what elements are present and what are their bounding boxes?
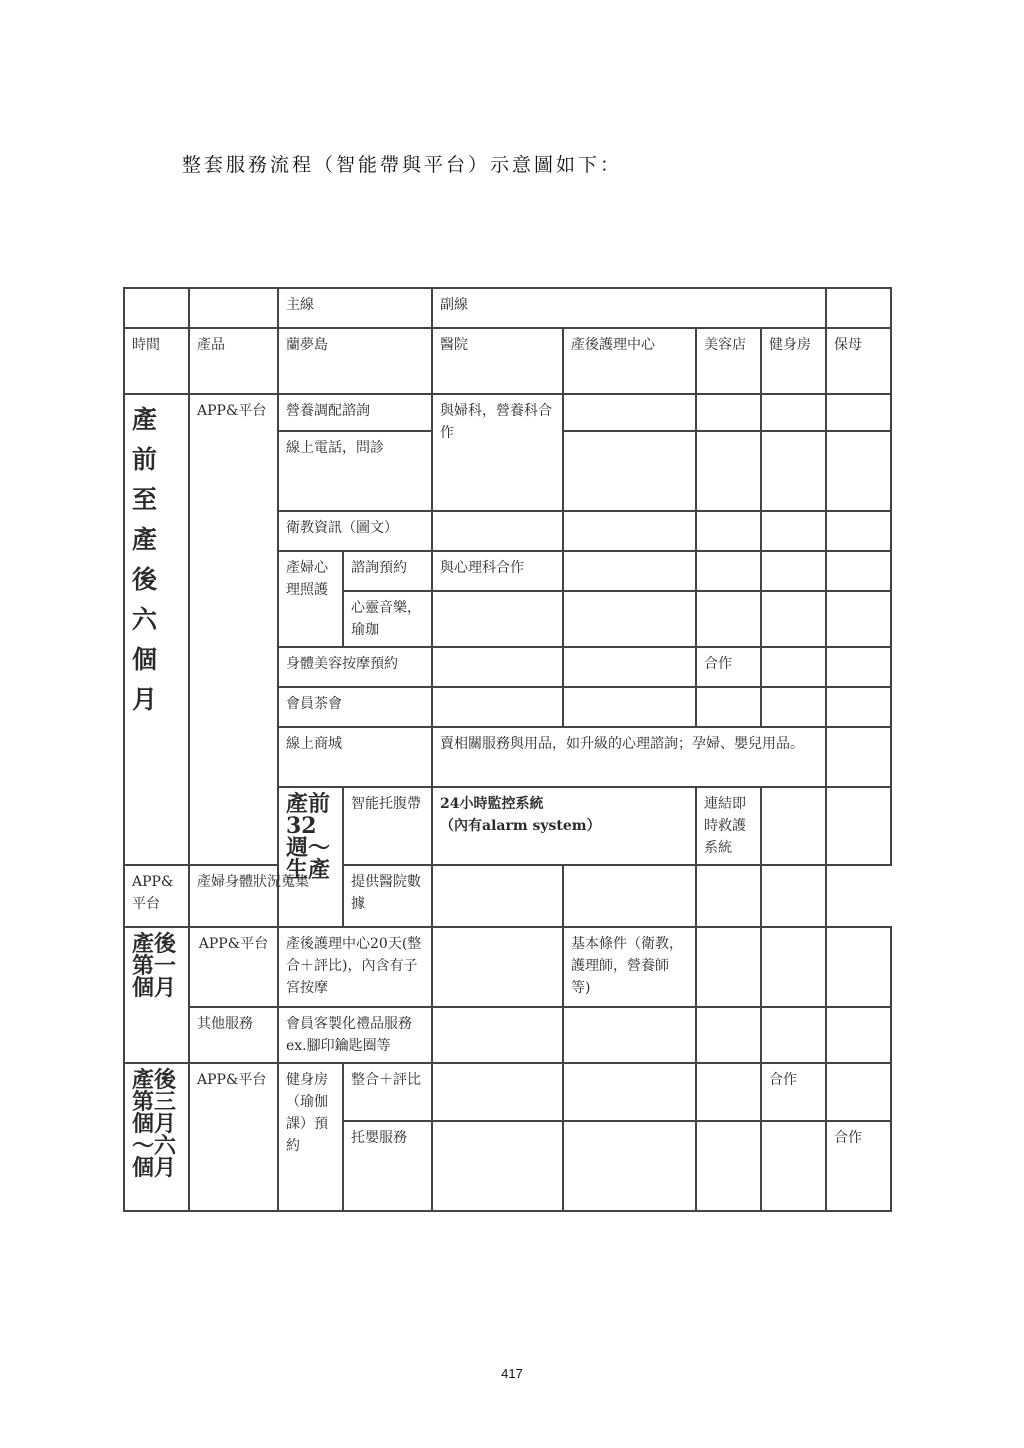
- product-app-platform-4: APP&平台: [189, 1063, 278, 1211]
- period-32weeks-to-birth: 產前32週～生產: [278, 787, 343, 927]
- product-app-platform-3: APP&平台: [189, 927, 278, 1007]
- page-number: 417: [501, 1366, 523, 1381]
- nutrition-consult: 營養調配諮詢: [278, 394, 432, 431]
- monitoring-system-alarm: （內有alarm system）: [440, 818, 601, 834]
- col-main: 蘭夢島: [278, 328, 432, 394]
- online-phone-consult: 線上電話，問診: [278, 431, 432, 511]
- music-yoga: 心靈音樂，瑜珈: [343, 591, 432, 647]
- service-flow-table: [123, 287, 892, 1212]
- basic-conditions: 基本條件（衛教，護理師，營養師等): [563, 927, 696, 1007]
- period-third-to-sixth-month: 產後第三個月～六個月: [124, 1063, 189, 1211]
- gym-yoga-booking: 健身房（瑜伽課）預約: [278, 1063, 343, 1211]
- product-app-platform-2: APP&平台: [124, 865, 189, 927]
- other-services: 其他服務: [189, 1007, 278, 1063]
- product-app-platform: APP&平台: [189, 394, 278, 865]
- babysitting-service: 托嬰服務: [343, 1121, 432, 1211]
- nanny-coop: 合作: [826, 1121, 891, 1211]
- col-time: 時間: [124, 328, 189, 394]
- header-empty-product: [189, 288, 278, 328]
- header-empty-time: [124, 288, 189, 328]
- health-education-info: 衛教資訊（圖文）: [278, 511, 432, 551]
- col-gym: 健身房: [761, 328, 826, 394]
- col-nanny: 保母: [826, 328, 891, 394]
- gym-coop: 合作: [761, 1063, 826, 1121]
- integrate-rating: 整合＋評比: [343, 1063, 432, 1121]
- member-tea-party: 會員茶會: [278, 687, 432, 727]
- maternal-psych-care: 產婦心理照護: [278, 551, 343, 647]
- postpartum-center-20days: 產後護理中心20天(整合＋評比)，內含有子宮按摩: [278, 927, 432, 1007]
- period-first-month: 產後第一個月: [124, 927, 189, 1063]
- monitoring-system: [432, 787, 696, 865]
- gift-service: 會員客製化禮品服務ex.腳印鑰匙圈等: [278, 1007, 432, 1063]
- maternal-body-data: 產婦身體狀況蒐集: [189, 865, 343, 927]
- col-product: 產品: [189, 328, 278, 394]
- product-smart-belt: 智能托腹帶: [343, 787, 432, 865]
- col-hospital: 醫院: [432, 328, 563, 394]
- monitoring-system-title: 24小時監控系統: [440, 796, 544, 812]
- nutrition-hospital-coop: 與婦科，營養科合作: [432, 394, 563, 511]
- col-postpartum: 產後護理中心: [563, 328, 696, 394]
- col-beauty: 美容店: [696, 328, 761, 394]
- psych-dept-coop: 與心理科合作: [432, 551, 563, 591]
- beauty-coop: 合作: [696, 647, 761, 687]
- header-main-line: 主線: [278, 288, 432, 328]
- document-title: 整套服務流程（智能帶與平台）示意圖如下：: [182, 154, 623, 176]
- period-prenatal-to-six-months: 產前至產後六個月: [124, 394, 189, 865]
- body-massage-booking: 身體美容按摩預約: [278, 647, 432, 687]
- hospital-data: 提供醫院數據: [343, 865, 432, 927]
- rescue-system-link: 連結即時救護系統: [696, 787, 761, 865]
- consult-booking: 諮詢預約: [343, 551, 432, 591]
- header-empty-nanny: [826, 288, 891, 328]
- online-shop-description: 賣相關服務與用品，如升級的心理諮詢；孕婦、嬰兒用品。: [432, 727, 826, 787]
- online-shop: 線上商城: [278, 727, 432, 787]
- header-sub-line: 副線: [432, 288, 826, 328]
